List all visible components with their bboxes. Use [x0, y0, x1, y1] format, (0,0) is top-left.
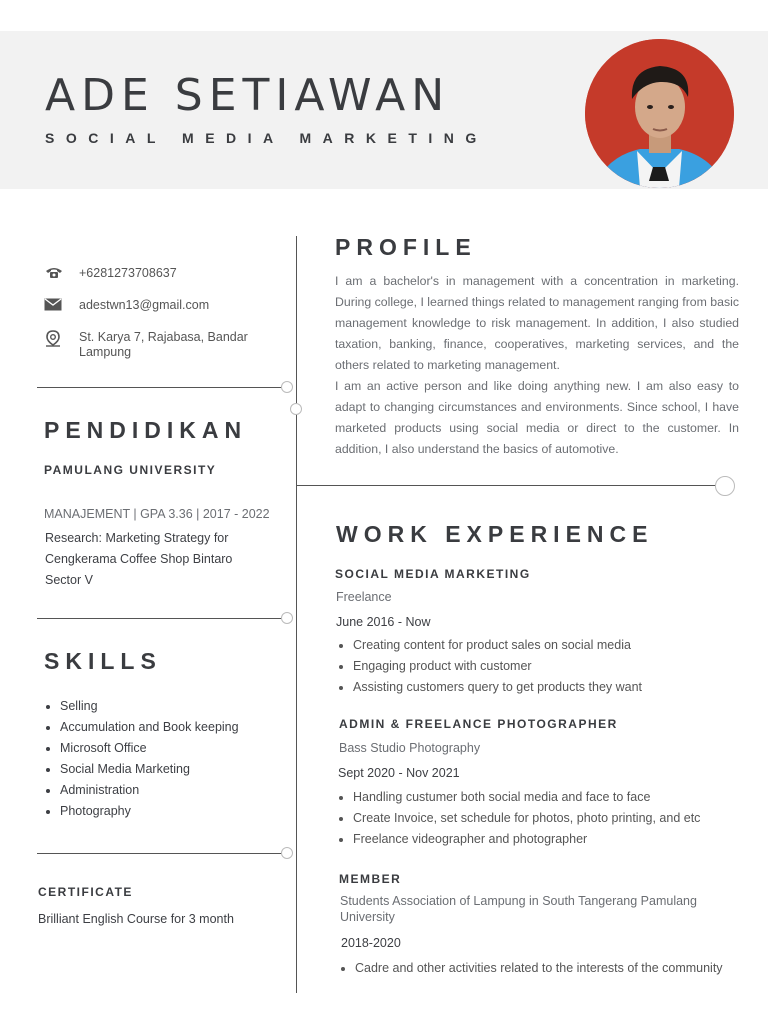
job-bullets — [337, 635, 753, 698]
list-item: • Creating content for product sales on social media — [353, 635, 753, 656]
education-school: PAMULANG UNIVERSITY — [44, 463, 217, 477]
list-item: • Handling custumer both social media and face to face — [353, 787, 763, 808]
column-divider — [296, 236, 297, 993]
profile-title: PROFILE — [335, 234, 477, 260]
job-role: ADMIN & FREELANCE PHOTOGRAPHER — [339, 717, 618, 731]
list-item: • Social Media Marketing — [60, 759, 300, 780]
job-bullets — [339, 958, 765, 979]
divider-dot — [281, 847, 293, 859]
contact-phone — [44, 266, 269, 282]
skills-title: SKILLS — [44, 648, 162, 674]
person-name: ADE SETIAWAN — [45, 70, 451, 121]
divider-dot — [715, 476, 735, 496]
list-item: • Administration — [60, 780, 300, 801]
location-icon — [44, 330, 64, 346]
education-title: PENDIDIKAN — [44, 417, 248, 443]
phone-icon — [44, 266, 64, 282]
education-research: Research: Marketing Strategy for Cengkerama Coffee Shop Bintaro Sector V — [45, 531, 233, 587]
profile-photo — [585, 39, 734, 188]
work-title: WORK EXPERIENCE — [336, 521, 654, 547]
profile-paragraph-1: I am a bachelor's in management with a concentration in marketing. During college, I learned things related to management ranging from basic management knowledge to risk management. In addition, I also studied taxation, banking, finance, cooperatives, marketing services, and the others related to marketing management. — [335, 274, 739, 372]
list-item: • Photography — [60, 801, 300, 822]
mail-icon — [44, 298, 64, 314]
list-item: • Freelance videographer and photographer — [353, 829, 763, 850]
contact-email — [44, 298, 269, 314]
divider — [37, 853, 287, 854]
list-item: • Assisting customers query to get products they want — [353, 677, 753, 698]
contact-address — [44, 330, 269, 360]
job-company: Students Association of Lampung in South Tangerang Pamulang University — [340, 894, 697, 924]
job-role: SOCIAL MEDIA MARKETING — [335, 567, 531, 581]
job-bullets — [337, 787, 763, 850]
person-role: SOCIAL MEDIA MARKETING — [45, 130, 488, 146]
contact-address-text: St. Karya 7, Rajabasa, Bandar Lampung — [79, 330, 248, 359]
contact-email-text[interactable]: adestwn13@gmail.com — [79, 298, 210, 312]
list-item: • Accumulation and Book keeping — [60, 717, 300, 738]
skills-list — [44, 696, 300, 822]
contact-phone-text: +6281273708637 — [79, 266, 177, 280]
divider — [297, 485, 725, 486]
profile-paragraph-2: I am an active person and like doing anything new. I am also easy to adapt to changing circumstances and environments. Since school, I have marketed products using social media or direct to the customer. In addition, I also understand the basics of automotive. — [335, 379, 739, 456]
list-item: • Create Invoice, set schedule for photos, photo printing, and etc — [353, 808, 763, 829]
list-item: • Cadre and other activities related to the interests of the community — [355, 958, 765, 979]
list-item: • Microsoft Office — [60, 738, 300, 759]
job-role: MEMBER — [339, 872, 402, 886]
job-period: Sept 2020 - Nov 2021 — [338, 766, 460, 780]
divider — [37, 618, 287, 619]
list-item: • Selling — [60, 696, 300, 717]
certificate-item: Brilliant English Course for 3 month — [38, 912, 234, 926]
job-period: June 2016 - Now — [336, 615, 431, 629]
list-item: • Engaging product with customer — [353, 656, 753, 677]
job-company: Bass Studio Photography — [339, 741, 481, 755]
divider — [37, 387, 287, 388]
divider-dot — [281, 612, 293, 624]
divider-dot — [290, 403, 302, 415]
education-details: MANAJEMENT | GPA 3.36 | 2017 - 2022 — [44, 507, 270, 521]
job-company: Freelance — [336, 590, 392, 604]
job-period: 2018-2020 — [341, 936, 401, 950]
certificate-title: CERTIFICATE — [38, 885, 133, 899]
divider-dot — [281, 381, 293, 393]
